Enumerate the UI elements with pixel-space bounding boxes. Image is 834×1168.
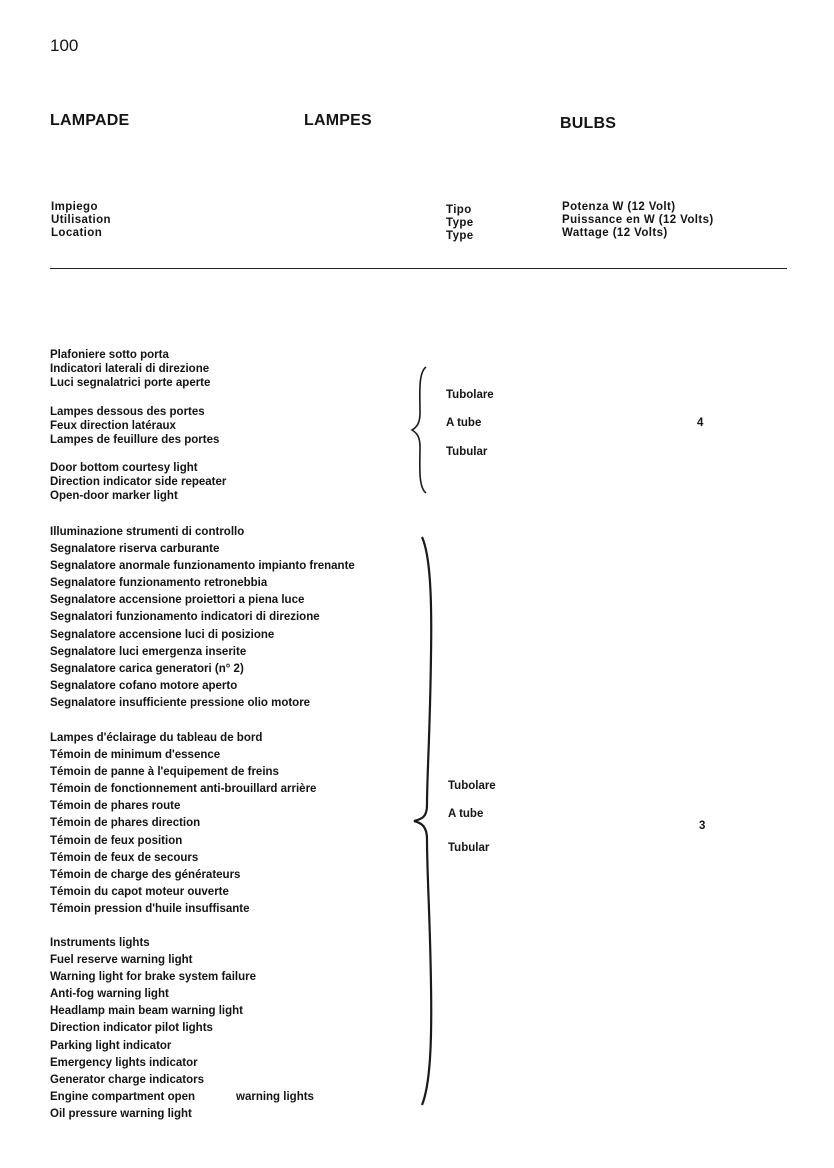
list-item: Anti-fog warning light	[50, 988, 169, 1001]
list-item: Segnalatore cofano motore aperto	[50, 679, 238, 692]
list-item: Segnalatore accensione luci di posizione	[50, 628, 275, 641]
section1-french-list	[50, 405, 219, 447]
title-italian: LAMPADE	[50, 112, 130, 129]
column-header-location	[51, 201, 111, 240]
list-item: Témoin de feux position	[50, 834, 183, 847]
list-item: Témoin de charge des générateurs	[50, 868, 241, 881]
list-item: Emergency lights indicator	[50, 1056, 198, 1069]
type-label: Tubular	[448, 842, 490, 854]
section1-english-list	[50, 461, 226, 503]
list-item: Open-door marker light	[50, 490, 178, 503]
section2-french-list	[50, 730, 316, 918]
list-item: Segnalatore funzionamento retronebbia	[50, 577, 268, 590]
type-label: Tubolare	[446, 389, 494, 401]
list-item: Segnalatori funzionamento indicatori di direzione	[50, 611, 320, 624]
section1-italian-list	[50, 348, 210, 390]
list-item: Témoin de phares direction	[50, 817, 201, 830]
list-item: Segnalatore insufficiente pressione olio motore	[50, 696, 311, 709]
header-location-en: Location	[51, 227, 103, 239]
list-item: Témoin de fonctionnement anti-brouillard arrière	[50, 783, 317, 796]
list-item: Engine compartment open	[50, 1090, 196, 1103]
list-item: Feux direction latéraux	[50, 420, 176, 433]
type-label: Tubolare	[448, 780, 496, 792]
section2-wattage-value: 3	[699, 820, 706, 832]
list-item: Lampes d'éclairage du tableau de bord	[50, 732, 263, 744]
list-item: Illuminazione strumenti di controllo	[50, 526, 245, 538]
title-english: BULBS	[560, 115, 617, 132]
page-number: 100	[50, 36, 79, 55]
list-item: Segnalatore carica generatori (n° 2)	[50, 662, 244, 675]
header-wattage-en: Wattage (12 Volts)	[562, 227, 668, 239]
list-item: Oil pressure warning light	[50, 1107, 192, 1120]
section2-english-list	[50, 935, 256, 1123]
header-wattage-fr: Puissance en W (12 Volts)	[562, 214, 714, 226]
header-location-fr: Utilisation	[51, 214, 111, 226]
list-item: Generator charge indicators	[50, 1073, 205, 1086]
list-item: Lampes dessous des portes	[50, 406, 205, 418]
list-item: Luci segnalatrici porte aperte	[50, 377, 211, 390]
header-divider-rule	[50, 268, 787, 269]
list-item: Direction indicator pilot lights	[50, 1022, 213, 1035]
list-item: Témoin de phares route	[50, 800, 181, 813]
list-item: Warning light for brake system failure	[50, 971, 256, 984]
type-label: A tube	[446, 417, 482, 429]
type-label: Tubular	[446, 446, 488, 458]
column-header-wattage	[562, 201, 714, 240]
list-item: Lampes de feuillure des portes	[50, 434, 220, 447]
header-type-fr: Type	[446, 217, 474, 229]
list-item: Segnalatore accensione proiettori a piena luce	[50, 594, 305, 607]
list-item: Instruments lights	[50, 937, 150, 949]
section1-wattage-value: 4	[697, 417, 704, 429]
header-location-it: Impiego	[51, 201, 98, 213]
list-item: Indicatori laterali di direzione	[50, 363, 210, 376]
column-header-type	[446, 204, 474, 243]
list-item: Headlamp main beam warning light	[50, 1005, 243, 1018]
type-label: A tube	[448, 808, 484, 820]
list-item: Témoin pression d'huile insuffisante	[50, 902, 250, 915]
list-item: Plafoniere sotto porta	[50, 349, 169, 361]
header-type-en: Type	[446, 230, 474, 242]
list-item: Direction indicator side repeater	[50, 476, 227, 489]
header-wattage-it: Potenza W (12 Volt)	[562, 201, 676, 213]
title-french: LAMPES	[304, 112, 372, 129]
section2-italian-list	[50, 524, 355, 712]
header-type-it: Tipo	[446, 204, 472, 216]
list-item: Door bottom courtesy light	[50, 462, 198, 474]
list-item: Témoin de feux de secours	[50, 851, 199, 864]
list-item: Fuel reserve warning light	[50, 954, 193, 967]
list-item: Témoin de minimum d'essence	[50, 749, 221, 762]
section2-english-side-note: warning lights	[236, 1091, 314, 1103]
list-item: Segnalatore luci emergenza inserite	[50, 645, 247, 658]
list-item: Témoin de panne à l'equipement de freins	[50, 766, 279, 779]
list-item: Témoin du capot moteur ouverte	[50, 885, 229, 898]
section2-curly-brace	[404, 535, 444, 1107]
list-item: Parking light indicator	[50, 1039, 172, 1052]
list-item: Segnalatore riserva carburante	[50, 543, 220, 556]
list-item: Segnalatore anormale funzionamento impianto frenante	[50, 560, 355, 573]
section1-curly-brace	[408, 365, 434, 495]
